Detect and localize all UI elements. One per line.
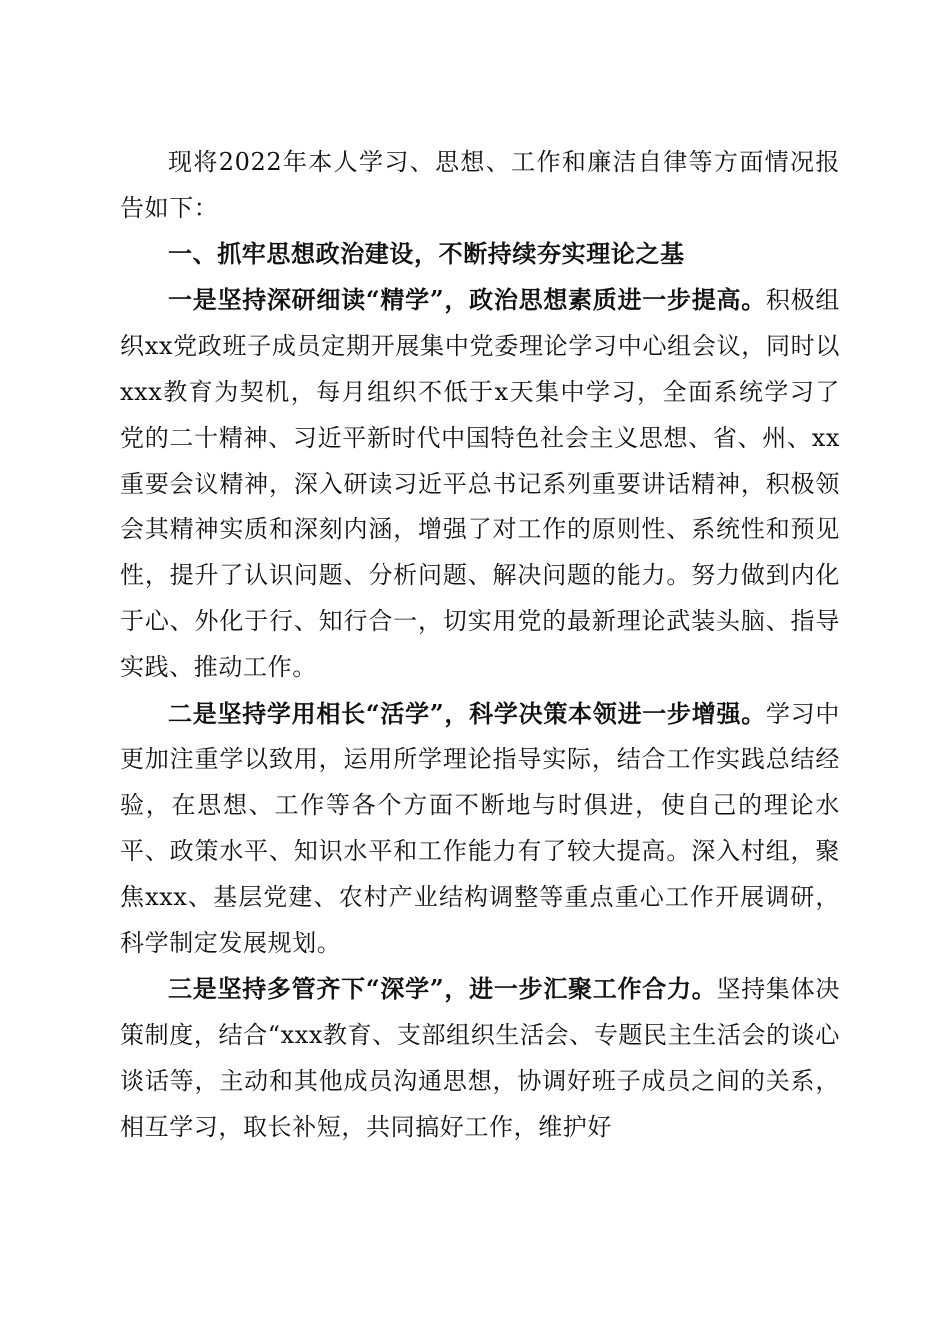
intro-paragraph: 现将2022年本人学习、思想、工作和廉洁自律等方面情况报告如下：: [120, 148, 840, 222]
paragraph-lead: 二是坚持学用相长“活学”，科学决策本领进一步增强。: [168, 698, 766, 728]
paragraph-lead: 一是坚持深研细读“精学”，政治思想素质进一步提高。: [168, 285, 766, 315]
body-paragraph: [120, 277, 840, 690]
paragraph-text: 坚持集体决策制度，结合“xxx教育、支部组织生活会、专题民主生活会的谈心谈话等，主动和其他成员沟通思想，协调好班子成员之间的关系，相互学习，取长补短，共同搞好工作，维护好: [120, 975, 840, 1141]
section-heading: 一、抓牢思想政治建设，不断持续夯实理论之基: [168, 239, 685, 268]
paragraph-text: 积极组织xx党政班子成员定期开展集中党委理论学习中心组会议，同时以xxx教育为契机，每月组织不低于x天集中学习，全面系统学习了党的二十精神、习近平新时代中国特色社会主义思想、省、州、xx重要会议精神，深入研读习近平总书记系列重要讲话精神，积极领会其精神实质和深刻内涵，增强了对工作的原则性、系统性和预见性，提升了认识问题、分析问题、解决问题的能力。努力做到内化于心、外化于行、知行合一，切实用党的最新理论武装头脑、指导实践、推动工作。: [120, 286, 840, 681]
body-paragraph: [120, 966, 840, 1150]
paragraph-text: 学习中更加注重学以致用，运用所学理论指导实际，结合工作实践总结经验，在思想、工作等各个方面不断地与时俱进，使自己的理论水平、政策水平、知识水平和工作能力有了较大提高。深入村组，聚焦xxx、基层党建、农村产业结构调整等重点重心工作开展调研，科学制定发展规划。: [120, 699, 840, 957]
paragraph-lead: 三是坚持多管齐下“深学”，进一步汇聚工作合力。: [168, 974, 717, 1004]
document-body: [120, 140, 840, 1151]
body-paragraph: [120, 691, 840, 967]
